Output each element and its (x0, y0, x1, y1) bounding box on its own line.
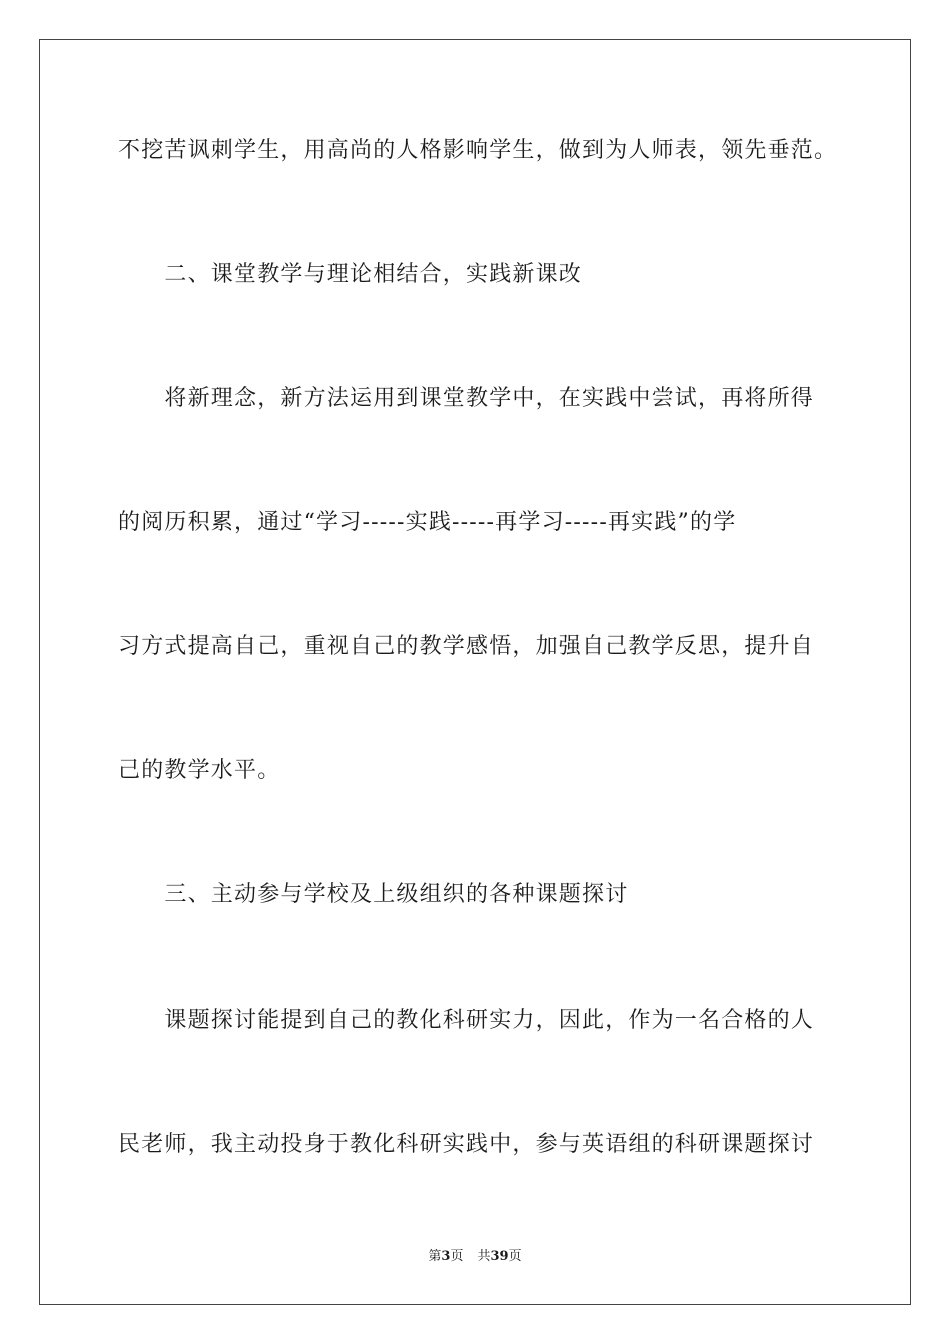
section-heading: 二、课堂教学与理论相结合，实践新课改 (118, 262, 583, 287)
page-suffix: 页 (450, 1249, 464, 1264)
body-text-line: 将新理念，新方法运用到课堂教学中，在实践中尝试，再将所得 (118, 386, 815, 411)
body-text-line: 课题探讨能提到自己的教化科研实力，因此，作为一名合格的人 (118, 1008, 815, 1033)
page-prefix: 第 (428, 1249, 442, 1264)
body-text-line: 己的教学水平。 (118, 758, 281, 783)
body-text-line: 习方式提高自己，重视自己的教学感悟，加强自己教学反思，提升自 (118, 634, 815, 659)
total-suffix: 页 (508, 1249, 522, 1264)
body-text-line: 的阅历积累，通过“学习-----实践-----再学习-----再实践”的学 (118, 510, 737, 535)
body-text-line: 不挖苦讽刺学生，用高尚的人格影响学生，做到为人师表，领先垂范。 (118, 138, 838, 163)
page-border (39, 39, 911, 1305)
body-text-line: 民老师，我主动投身于教化科研实践中，参与英语组的科研课题探讨 (118, 1132, 815, 1157)
total-prefix: 共 (477, 1249, 491, 1264)
current-page-number: 3 (441, 1249, 451, 1264)
page-footer (0, 1248, 950, 1266)
section-heading: 三、主动参与学校及上级组织的各种课题探讨 (118, 882, 629, 907)
total-page-count: 39 (490, 1249, 509, 1264)
